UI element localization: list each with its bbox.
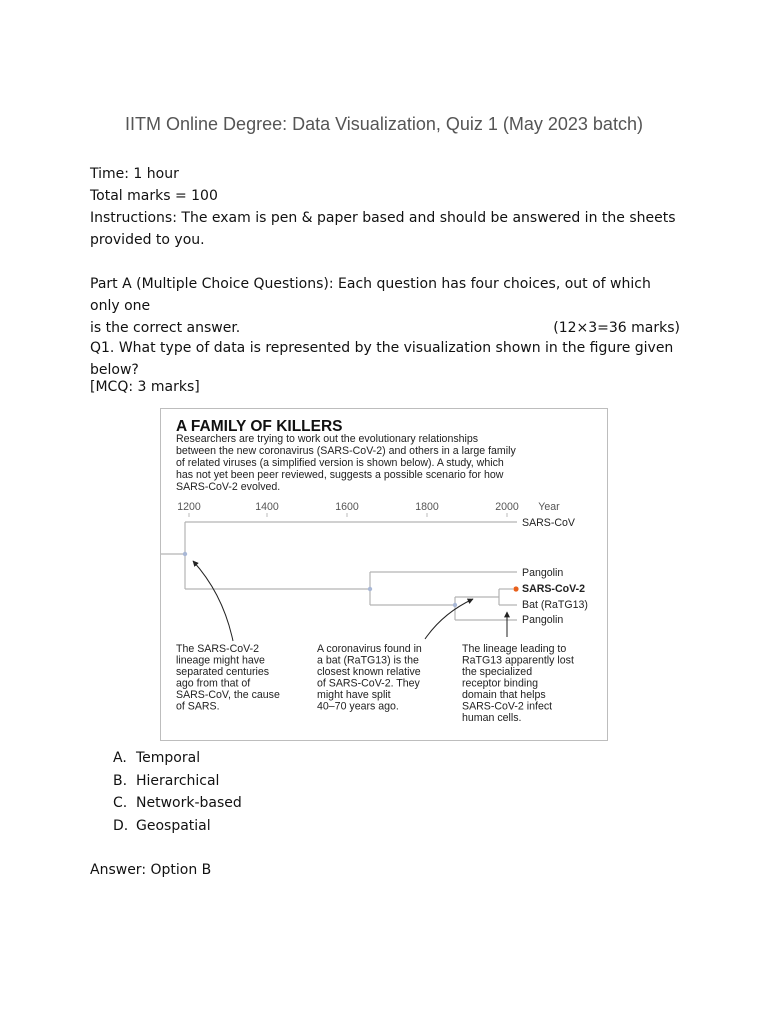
question-1-marks: [MCQ: 3 marks] <box>90 379 200 395</box>
intro-line: Researchers are trying to work out the evolutionary relationships <box>176 433 479 445</box>
note-line: A coronavirus found in <box>317 643 422 655</box>
total-marks-line: Total marks = 100 <box>90 188 218 204</box>
note-line: separated centuries <box>176 666 270 678</box>
note-line: domain that helps <box>462 689 546 701</box>
option-text: Geospatial <box>136 817 211 834</box>
leaf-label-sars-cov: SARS-CoV <box>522 517 575 529</box>
option-b <box>113 770 242 793</box>
note-line: might have split <box>317 689 391 701</box>
axis-tick-label: 1400 <box>255 501 279 513</box>
figure-heading: A FAMILY OF KILLERS <box>176 418 343 435</box>
intro-line: between the new coronavirus (SARS-CoV-2) and others in a large family <box>176 445 516 457</box>
intro-line: has not yet been peer reviewed, suggests a possible scenario for how <box>176 469 504 481</box>
note-line: a bat (RaTG13) is the <box>317 654 419 667</box>
answer-options <box>113 747 242 837</box>
leaf-label-pangolin: Pangolin <box>522 614 564 626</box>
note-line: The lineage leading to <box>462 643 567 655</box>
note-line: The SARS-CoV-2 <box>176 643 260 655</box>
tree-node <box>453 603 457 607</box>
part-a-line-2-row <box>90 317 680 339</box>
axis-unit-label: Year <box>538 501 560 513</box>
part-a-marks: (12×3=36 marks) <box>553 320 680 336</box>
option-letter: C. <box>113 795 128 811</box>
question-1: Q1. What type of data is represented by the visualization shown in the figure given below? <box>90 340 674 378</box>
option-c <box>113 792 242 815</box>
note-line: closest known relative <box>317 666 421 678</box>
axis-tick-label: 2000 <box>495 501 519 513</box>
option-letter: D. <box>113 817 129 834</box>
option-letter: A. <box>113 750 127 766</box>
axis-tick-label: 1800 <box>415 501 439 513</box>
tree-node <box>183 552 187 556</box>
tree-node <box>368 587 372 591</box>
option-text: Temporal <box>136 750 201 766</box>
annotation-arrow <box>193 561 233 641</box>
answer-line: Answer: Option B <box>90 862 212 878</box>
instructions-line-1: Instructions: The exam is pen & paper based and should be answered in the sheets <box>90 210 676 226</box>
option-a <box>113 747 242 770</box>
note-line: the specialized <box>462 666 533 678</box>
exam-details <box>90 163 680 251</box>
axis-tick-label: 1600 <box>335 501 359 513</box>
part-a-line-1: Part A (Multiple Choice Questions): Each question has four choices, out of which only one <box>90 276 651 314</box>
note-line: SARS-CoV-2 infect <box>462 700 553 713</box>
part-a-line-2: is the correct answer. <box>90 320 241 336</box>
axis-tick-label: 1200 <box>177 501 201 513</box>
time-line: Time: 1 hour <box>90 166 179 182</box>
note-line: of SARS. <box>176 700 220 713</box>
leaf-label-pangolin: Pangolin <box>522 567 564 579</box>
option-text: Hierarchical <box>136 772 220 789</box>
note-line: 40–70 years ago. <box>317 700 399 713</box>
option-text: Network-based <box>136 795 242 811</box>
intro-line: SARS-CoV-2 evolved. <box>176 481 281 493</box>
note-line: lineage might have <box>176 654 265 667</box>
instructions-line-2: provided to you. <box>90 232 205 248</box>
note-line: SARS-CoV, the cause <box>176 689 280 701</box>
note-line: receptor binding <box>462 677 538 690</box>
option-letter: B. <box>113 772 128 789</box>
phylogeny-tree-svg <box>161 409 607 740</box>
note-line: ago from that of <box>176 677 251 690</box>
document-title: IITM Online Degree: Data Visualization, Quiz 1 (May 2023 batch) <box>125 114 643 134</box>
note-line: human cells. <box>462 712 522 724</box>
phylogeny-figure <box>160 408 608 741</box>
leaf-label-bat: Bat (RaTG13) <box>522 599 588 611</box>
note-line: of SARS-CoV-2. They <box>317 677 420 690</box>
part-a-intro <box>90 273 680 339</box>
note-line: RaTG13 apparently lost <box>462 654 574 667</box>
intro-line: of related viruses (a simplified version is shown below). A study, which <box>176 457 504 469</box>
sars-cov2-highlight-dot <box>513 586 518 591</box>
option-d <box>113 815 242 838</box>
leaf-label-sars-cov2: SARS-CoV-2 <box>522 583 585 595</box>
